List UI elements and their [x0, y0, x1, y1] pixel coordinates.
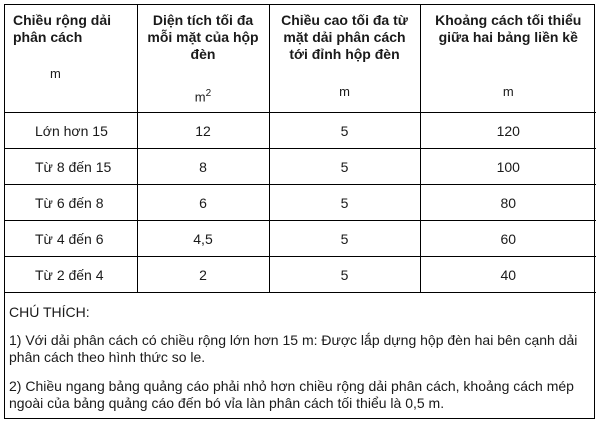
document-frame — [4, 4, 595, 419]
table-cell: 120 — [420, 113, 596, 149]
table-cell: 12 — [137, 113, 269, 149]
table-cell: 5 — [269, 185, 420, 221]
table-row — [5, 257, 596, 293]
table-cell: 5 — [269, 221, 420, 257]
table-cell: Từ 8 đến 15 — [5, 149, 137, 185]
table-cell: Lớn hơn 15 — [5, 113, 137, 149]
header-row — [5, 5, 596, 113]
table-cell: 8 — [137, 149, 269, 185]
table-cell: 60 — [420, 221, 596, 257]
header-cell-min-distance: Khoảng cách tối thiểu giữa hai bảng liền kề m — [420, 5, 596, 113]
table-cell: 40 — [420, 257, 596, 293]
table-cell: Từ 4 đến 6 — [5, 221, 137, 257]
table-cell: 4,5 — [137, 221, 269, 257]
table-cell: 2 — [137, 257, 269, 293]
table-row — [5, 221, 596, 257]
note-item: 1) Với dải phân cách có chiều rộng lớn hơn 15 m: Được lắp dựng hộp đèn hai bên cạnh dải phân cách theo hình thức so le. — [9, 332, 578, 365]
header-cell-divider-width: Chiều rộng dải phân cách m — [5, 5, 137, 113]
table-row — [5, 149, 596, 185]
header-cell-max-area: Diện tích tối đa mỗi mặt của hộp đèn $m^2$ — [137, 5, 269, 113]
table-row — [5, 113, 596, 149]
table-cell: 5 — [269, 149, 420, 185]
table-row — [5, 185, 596, 221]
table-cell: 80 — [420, 185, 596, 221]
note-item: 2) Chiều ngang bảng quảng cáo phải nhỏ hơn chiều rộng dải phân cách, khoảng cách mép ngoài của bảng quảng cáo đến bó vỉa làn phân cách tối thiểu là 0,5 m. — [9, 378, 574, 411]
table-cell: 5 — [269, 257, 420, 293]
table-cell: Từ 6 đến 8 — [5, 185, 137, 221]
header-cell-max-height: Chiều cao tối đa từ mặt dải phân cách tới đỉnh hộp đèn m — [269, 5, 420, 113]
notes-title: CHÚ THÍCH: — [9, 304, 90, 320]
regulation-table — [5, 5, 596, 293]
table-cell: 5 — [269, 113, 420, 149]
table-cell: 6 — [137, 185, 269, 221]
table-cell: Từ 2 đến 4 — [5, 257, 137, 293]
notes-section — [5, 304, 594, 412]
table-cell: 100 — [420, 149, 596, 185]
